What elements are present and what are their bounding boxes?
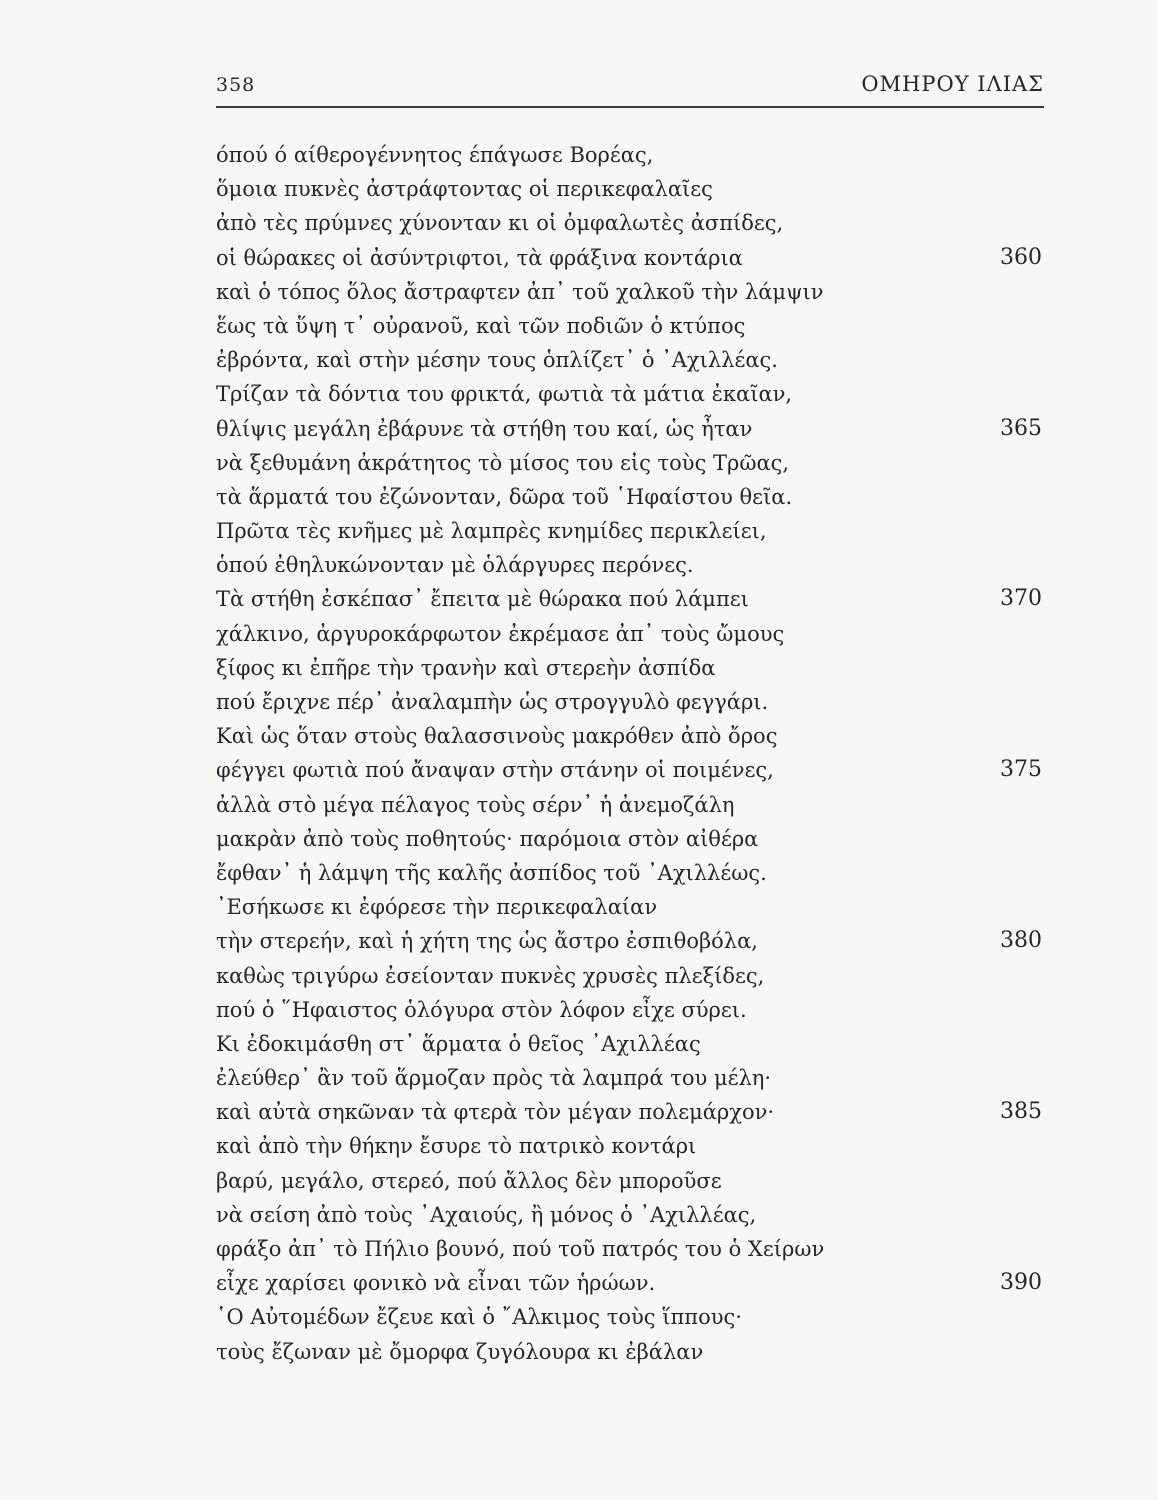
verse-text: καὶ αὐτὰ σηκῶναν τὰ φτερὰ τὸν μέγαν πολεμάρχον· <box>216 1100 775 1125</box>
verse-line <box>216 206 1044 240</box>
verse-line <box>216 856 1044 890</box>
verse-line <box>216 719 1044 753</box>
verse-line <box>216 753 1044 787</box>
verse-line <box>216 822 1044 856</box>
verse-line <box>216 582 1044 616</box>
verse-line <box>216 788 1044 822</box>
verse-line <box>216 446 1044 480</box>
verse-line <box>216 685 1044 719</box>
line-number: 380 <box>1000 928 1042 954</box>
running-title: ΟΜΗΡΟΥ ΙΛΙΑΣ <box>861 72 1044 96</box>
verse-line <box>216 548 1044 582</box>
line-number: 370 <box>1000 586 1042 612</box>
verse-line <box>216 1198 1044 1232</box>
verse-text: ἀλλὰ στὸ μέγα πέλαγος τοὺς σέρν᾽ ἡ ἀνεμοζάλη <box>216 792 735 817</box>
verse-text: καὶ ὁ τόπος ὅλος ἄστραφτεν ἀπ᾽ τοῦ χαλκοῦ τὴν λάμψιν <box>216 279 824 304</box>
verse-text: τὴν στερεήν, καὶ ἡ χήτη της ὡς ἄστρο ἐσπιθοβόλα, <box>216 929 758 954</box>
verse-text: καθὼς τριγύρω ἐσείονταν πυκνὲς χρυσὲς πλεξίδες, <box>216 963 765 988</box>
verse-text: ὅμοια πυκνὲς ἀστράφτοντας οἱ περικεφαλαῖες <box>216 177 713 202</box>
verse-text: φράξο ἀπ᾽ τὸ Πήλιο βουνό, πού τοῦ πατρός του ὁ Χείρων <box>216 1237 825 1261</box>
verse-line <box>216 617 1044 651</box>
verse-text: τοὺς ἔζωναν μὲ ὄμορφα ζυγόλουρα κι ἐβάλαν <box>216 1339 704 1364</box>
verse-text: ἔφθαν᾽ ἡ λάμψη τῆς καλῆς ἀσπίδος τοῦ ᾿Αχιλλέως. <box>216 860 767 885</box>
verse-text: πού ἔριχνε πέρ᾽ ἀναλαμπὴν ὡς στρογγυλὸ φεγγάρι. <box>216 690 769 714</box>
verse-line <box>216 275 1044 309</box>
verse-text: τὰ ἅρματά του ἐζώνονταν, δῶρα τοῦ ῾Ηφαίστου θεῖα. <box>216 484 793 509</box>
verse-line <box>216 480 1044 514</box>
verse-text: ῾Ο Αὐτομέδων ἔζευε καὶ ὁ ῎Αλκιμος τοὺς ἵππους· <box>216 1305 742 1330</box>
line-number: 365 <box>1000 415 1042 441</box>
verse-line <box>216 172 1044 206</box>
verse-text: Κι ἐδοκιμάσθη στ᾽ ἅρματα ὁ θεῖος ᾿Αχιλλέας <box>216 1031 701 1056</box>
verse-text: ἕως τὰ ὕψη τ᾽ οὐρανοῦ, καὶ τῶν ποδιῶν ὁ κτύπος <box>216 313 746 338</box>
verse-text: θλίψις μεγάλη ἐβάρυνε τὰ στήθη του καί, ὡς ἦταν <box>216 416 753 441</box>
line-number: 375 <box>1000 757 1042 783</box>
verse-line <box>216 1164 1044 1198</box>
page-header <box>216 64 1044 104</box>
line-number: 385 <box>1000 1099 1042 1125</box>
verse-line <box>216 1095 1044 1129</box>
verse-line <box>216 343 1044 377</box>
verse-text: νὰ σείση ἀπὸ τοὺς ᾿Αχαιούς, ἢ μόνος ὁ ᾿Αχιλλέας, <box>216 1202 757 1227</box>
verse-line <box>216 1335 1044 1369</box>
page-number: 358 <box>216 74 256 96</box>
verse-line <box>216 412 1044 446</box>
verse-line <box>216 924 1044 958</box>
verse-text: Πρῶτα τὲς κνῆμες μὲ λαμπρὲς κνημίδες περικλείει, <box>216 519 767 544</box>
verse-text: νὰ ξεθυμάνη ἀκράτητος τὸ μίσος του εἰς τοὺς Τρῶας, <box>216 450 790 475</box>
verse-line <box>216 138 1044 172</box>
verse-line <box>216 890 1044 924</box>
poem-body <box>216 138 1044 1369</box>
verse-text: ὁπού ἐθηλυκώνονταν μὲ ὁλάργυρες περόνες. <box>216 553 694 578</box>
header-rule <box>216 106 1044 108</box>
verse-text: εἶχε χαρίσει φονικὸ νὰ εἶναι τῶν ἡρώων. <box>216 1271 656 1296</box>
verse-line <box>216 1300 1044 1334</box>
verse-line <box>216 1266 1044 1300</box>
verse-line <box>216 377 1044 411</box>
verse-text: ξίφος κι ἐπῆρε τὴν τρανὴν καὶ στερεὴν ἀσπίδα <box>216 655 716 680</box>
verse-text: καὶ ἀπὸ τὴν θήκην ἔσυρε τὸ πατρικὸ κοντάρι <box>216 1134 697 1159</box>
verse-line <box>216 959 1044 993</box>
verse-line <box>216 1232 1044 1266</box>
verse-line <box>216 993 1044 1027</box>
line-number: 360 <box>1000 244 1042 270</box>
verse-text: ἀπὸ τὲς πρύμνες χύνονταν κι οἱ ὀμφαλωτὲς ἀσπίδες, <box>216 211 784 236</box>
verse-line <box>216 651 1044 685</box>
verse-text: ἐλεύθερ᾽ ἂν τοῦ ἅρμοζαν πρὸς τὰ λαμπρά του μέλη· <box>216 1066 772 1091</box>
verse-text: Τὰ στήθη ἐσκέπασ᾽ ἔπειτα μὲ θώρακα πού λάμπει <box>216 587 749 612</box>
verse-text: Καὶ ὡς ὅταν στοὺς θαλασσινοὺς μακρόθεν ἀπὸ ὄρος <box>216 724 778 749</box>
verse-line <box>216 309 1044 343</box>
verse-text: οἱ θώρακες οἱ ἀσύντριφτοι, τὰ φράξινα κοντάρια <box>216 245 743 270</box>
verse-line <box>216 1129 1044 1163</box>
verse-text: βαρύ, μεγάλο, στερεό, πού ἄλλος δὲν μποροῦσε <box>216 1168 722 1193</box>
verse-text: πού ὁ ῞Ηφαιστος ὁλόγυρα στὸν λόφον εἶχε σύρει. <box>216 997 747 1022</box>
verse-line <box>216 241 1044 275</box>
verse-text: φέγγει φωτιὰ πού ἄναψαν στὴν στάνην οἱ ποιμένες, <box>216 758 774 783</box>
verse-text: όπού ό αίθερογέννητος έπάγωσε Βορέας, <box>216 143 654 167</box>
verse-text: ᾿Εσήκωσε κι ἐφόρεσε τὴν περικεφαλαίαν <box>216 895 658 920</box>
verse-text: χάλκινο, ἀργυροκάρφωτον ἐκρέμασε ἀπ᾽ τοὺς ὤμους <box>216 621 785 646</box>
verse-text: ἐβρόντα, καὶ στὴν μέσην τους ὁπλίζετ᾽ ὁ ᾿Αχιλλέας. <box>216 348 778 373</box>
verse-text: μακρὰν ἀπὸ τοὺς ποθητούς· παρόμοια στὸν αἰθέρα <box>216 826 759 851</box>
verse-line <box>216 1061 1044 1095</box>
verse-text: Τρίζαν τὰ δόντια του φρικτά, φωτιὰ τὰ μάτια ἐκαῖαν, <box>216 382 793 407</box>
line-number: 390 <box>1000 1270 1042 1296</box>
verse-line <box>216 514 1044 548</box>
verse-line <box>216 1027 1044 1061</box>
